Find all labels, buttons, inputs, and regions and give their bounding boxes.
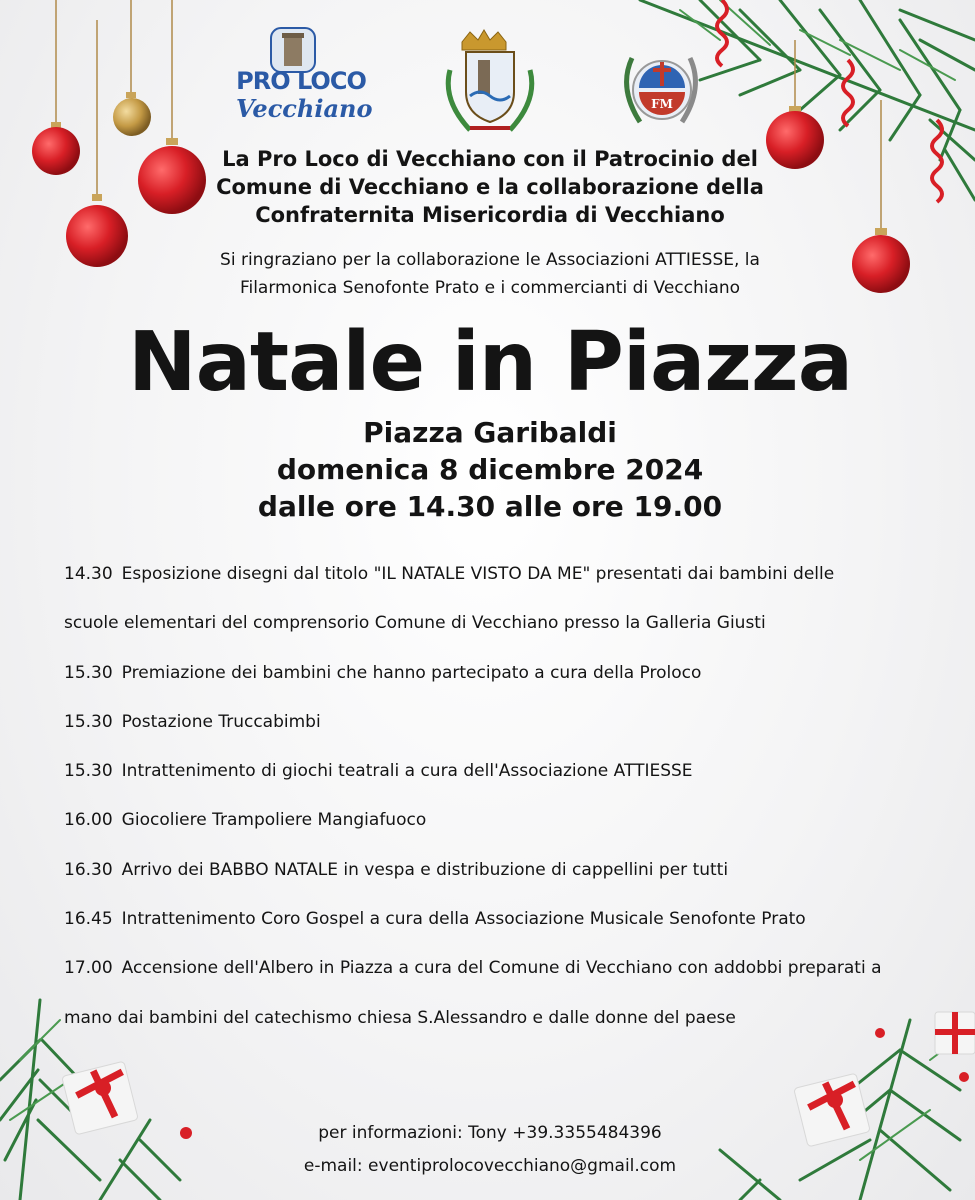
misericordia-monogram: FM [651,97,673,111]
item-time: 16.30 [64,859,113,880]
gift-box-icon [935,1012,975,1054]
phone-number[interactable]: Tony +39.3355484396 [468,1123,662,1143]
pro-loco-wordmark: PRO LOCO [236,67,366,95]
phone-line [240,1117,740,1150]
item-text: Arrivo dei BABBO NATALE in vespa e distribuzione di cappellini per tutti [121,859,729,880]
intro-line: Comune di Vecchiano e la collaborazione della [216,175,764,199]
item-text: Premiazione dei bambini che hanno partecipato a cura della Proloco [121,662,702,683]
item-text: Intrattenimento Coro Gospel a cura della Associazione Musicale Senofonte Prato [121,909,806,930]
event-date: domenica 8 dicembre 2024 [276,453,704,486]
thanks-line: Si ringraziano per la collaborazione le Associazioni ATTIESSE, la [220,250,760,270]
email-label: e-mail: [303,1156,363,1176]
pro-loco-town: Vecchiano [236,94,373,123]
page-title: Natale in Piazza [127,315,853,410]
info-label: per informazioni: [318,1123,463,1143]
contact-info [240,1117,740,1183]
item-text: mano dai bambini del catechismo chiesa S.Alessandro e dalle donne del paese [64,1007,736,1028]
item-text: Postazione Truccabimbi [121,711,321,732]
item-text: Giocoliere Trampoliere Mangiafuoco [121,810,427,831]
intro-line: La Pro Loco di Vecchiano con il Patrocinio del [222,147,758,171]
event-place: Piazza Garibaldi [363,416,617,449]
item-time: 16.45 [64,909,113,930]
item-text: Intrattenimento di giochi teatrali a cura dell'Associazione ATTIESSE [121,761,693,782]
item-text: scuole elementari del comprensorio Comune di Vecchiano presso la Galleria Giusti [64,613,766,634]
item-text: Esposizione disegni dal titolo "IL NATALE VISTO DA ME" presentati dai bambini delle [121,564,835,584]
item-time: 15.30 [64,711,113,732]
gift-box-icon [794,1073,871,1147]
email-address[interactable]: eventiprolocovecchiano@gmail.com [368,1156,677,1176]
email-line [240,1150,740,1183]
item-text: Accensione dell'Albero in Piazza a cura del Comune di Vecchiano con addobbi preparati a [121,958,882,979]
item-time: 15.30 [64,662,113,683]
item-time: 16.00 [64,810,113,831]
intro-line: Confraternita Misericordia di Vecchiano [255,203,725,227]
item-time: 15.30 [64,761,113,782]
thanks-line: Filarmonica Senofonte Prato e i commercianti di Vecchiano [239,278,741,298]
event-hours: dalle ore 14.30 alle ore 19.00 [257,490,723,523]
item-time: 14.30 [64,564,113,584]
item-time: 17.00 [64,958,113,979]
